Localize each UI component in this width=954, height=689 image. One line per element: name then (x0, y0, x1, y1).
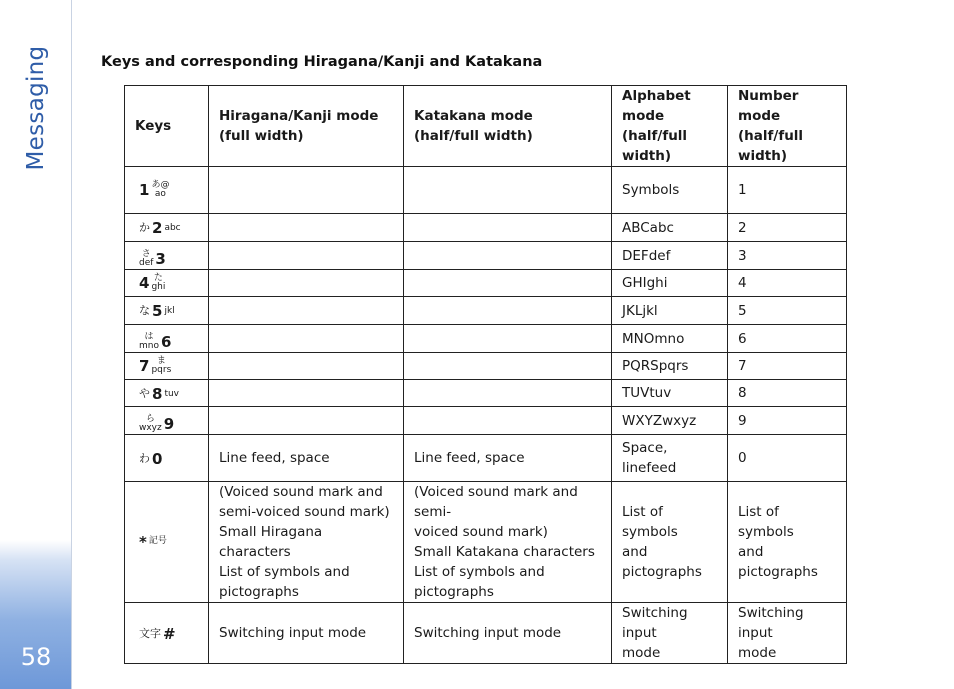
key-sub: pqrs (151, 364, 172, 375)
alphabet-cell: Space, linefeed (612, 435, 728, 482)
key-extra: ao (154, 188, 166, 199)
table-header-row (125, 86, 847, 167)
key-sub: ghi (151, 281, 166, 292)
katakana-cell (404, 297, 612, 325)
sidebar-divider (71, 0, 72, 689)
key-kana: か (139, 221, 150, 234)
alphabet-cell: MNOmno (612, 325, 728, 353)
key-letters (151, 181, 169, 199)
section-label: Messaging (23, 45, 49, 171)
alphabet-cell: JKLjkl (612, 297, 728, 325)
key-digit: 0 (152, 449, 163, 468)
number-cell: 8 (728, 380, 847, 407)
number-cell: 6 (728, 325, 847, 353)
key-star-icon (139, 532, 167, 552)
key-digit: 8 (152, 384, 163, 403)
key-cell (125, 353, 209, 380)
number-cell (728, 603, 847, 664)
alphabet-cell: DEFdef (612, 242, 728, 270)
table-row (125, 214, 847, 242)
key-letters (149, 537, 167, 546)
number-line: Switching input (738, 605, 804, 641)
alphabet-cell: GHIghi (612, 270, 728, 297)
key-digit: 6 (160, 333, 172, 351)
key-letters (151, 357, 171, 375)
number-cell: 5 (728, 297, 847, 325)
key-3-icon (139, 249, 166, 269)
key-digit: 9 (163, 415, 175, 433)
hiragana-cell (209, 270, 404, 297)
header-hiragana-text: Hiragana/Kanji mode (full width) (219, 108, 379, 144)
key-kana: さ (141, 249, 151, 259)
header-alphabet (612, 86, 728, 167)
table-row (125, 407, 847, 435)
key-7-icon (139, 356, 171, 376)
katakana-cell (404, 167, 612, 214)
key-sub: jkl (164, 306, 175, 316)
table-row (125, 325, 847, 353)
katakana-cell: Switching input mode (404, 603, 612, 664)
hiragana-line: Small Hiragana characters (219, 524, 323, 560)
hiragana-cell (209, 297, 404, 325)
key-sub: def (139, 258, 154, 268)
key-8-icon (139, 384, 179, 404)
katakana-cell (404, 353, 612, 380)
key-kana: あ@ (151, 179, 170, 190)
key-kana: 文字 (139, 626, 161, 640)
hiragana-cell (209, 242, 404, 270)
alphabet-cell: Symbols (612, 167, 728, 214)
key-sub: mno (139, 341, 159, 351)
hiragana-cell: Line feed, space (209, 435, 404, 482)
key-digit: 4 (139, 273, 150, 292)
key-cell (125, 270, 209, 297)
header-number-text: Number mode (half/full width) (738, 88, 804, 164)
hiragana-line: pictographs (219, 584, 299, 600)
key-sub: abc (164, 223, 181, 233)
number-cell: 1 (728, 167, 847, 214)
key-2-icon (139, 218, 181, 238)
hiragana-line: (Voiced sound mark and (219, 484, 383, 500)
number-cell: 7 (728, 353, 847, 380)
key-cell (125, 603, 209, 664)
page-number: 58 (20, 643, 52, 671)
key-digit: 2 (152, 219, 163, 237)
number-cell (728, 482, 847, 603)
katakana-cell (404, 407, 612, 435)
table-row (125, 603, 847, 664)
number-cell: 9 (728, 407, 847, 435)
alphabet-cell (612, 482, 728, 603)
key-kana: わ (139, 451, 150, 465)
number-line: mode (738, 645, 777, 661)
key-kana: は (144, 332, 154, 342)
number-cell: 3 (728, 242, 847, 270)
key-1-icon (139, 180, 169, 200)
table-row (125, 242, 847, 270)
katakana-cell (404, 482, 612, 603)
key-cell (125, 167, 209, 214)
hiragana-line: semi-voiced sound mark) (219, 504, 390, 520)
key-letters (139, 415, 162, 433)
number-cell: 2 (728, 214, 847, 242)
table-row (125, 353, 847, 380)
katakana-cell (404, 214, 612, 242)
alphabet-cell: ABCabc (612, 214, 728, 242)
alphabet-cell: PQRSpqrs (612, 353, 728, 380)
keys-table (124, 85, 847, 664)
header-alphabet-text: Alphabet mode (half/full width) (622, 88, 691, 164)
key-cell (125, 407, 209, 435)
hiragana-line: List of symbols and (219, 564, 350, 580)
key-cell (125, 242, 209, 270)
hiragana-cell (209, 482, 404, 603)
key-digit: 5 (152, 302, 163, 320)
alphabet-cell (612, 603, 728, 664)
alphabet-cell: TUVtuv (612, 380, 728, 407)
hiragana-cell (209, 407, 404, 435)
alphabet-line: List of symbols (622, 504, 678, 540)
key-cell (125, 435, 209, 482)
hiragana-cell: Switching input mode (209, 603, 404, 664)
key-kana: ま (156, 355, 166, 366)
key-6-icon (139, 332, 171, 352)
table-body (125, 167, 847, 664)
katakana-cell (404, 380, 612, 407)
key-digit: 7 (139, 356, 150, 375)
katakana-line: voiced sound mark) (414, 524, 548, 540)
header-number (728, 86, 847, 167)
katakana-line: (Voiced sound mark and semi- (414, 484, 578, 520)
key-cell (125, 325, 209, 353)
table-row (125, 482, 847, 603)
key-sub: tuv (164, 388, 179, 399)
number-line: List of symbols (738, 504, 794, 540)
key-5-icon (139, 301, 175, 321)
key-cell (125, 297, 209, 325)
number-line: and pictographs (738, 544, 818, 580)
katakana-line: pictographs (414, 584, 494, 600)
table-row (125, 297, 847, 325)
key-0-icon (139, 449, 162, 469)
table-row (125, 270, 847, 297)
katakana-cell (404, 270, 612, 297)
key-letters (139, 333, 159, 351)
number-cell: 0 (728, 435, 847, 482)
key-digit: 3 (155, 250, 166, 268)
key-9-icon (139, 414, 174, 434)
page-title: Keys and corresponding Hiragana/Kanji and Katakana (101, 54, 543, 70)
alphabet-line: and pictographs (622, 544, 702, 580)
katakana-cell (404, 242, 612, 270)
key-kana: た (153, 272, 163, 283)
key-cell (125, 482, 209, 603)
key-sub: wxyz (139, 423, 162, 433)
key-kana: 記号 (148, 536, 167, 546)
katakana-cell: Line feed, space (404, 435, 612, 482)
header-keys: Keys (125, 86, 209, 167)
table-row (125, 435, 847, 482)
key-cell (125, 380, 209, 407)
key-hash-icon (139, 624, 176, 644)
hiragana-cell (209, 353, 404, 380)
hiragana-cell (209, 167, 404, 214)
table-row (125, 380, 847, 407)
katakana-cell (404, 325, 612, 353)
header-katakana-text: Katakana mode (half/full width) (414, 108, 533, 144)
key-4-icon (139, 273, 165, 293)
table-row (125, 167, 847, 214)
key-letters (139, 250, 153, 268)
key-letters (151, 274, 165, 292)
number-cell: 4 (728, 270, 847, 297)
hiragana-cell (209, 214, 404, 242)
alphabet-line: Switching input (622, 605, 688, 641)
key-kana: な (139, 304, 150, 317)
key-digit: * (139, 532, 147, 551)
hiragana-cell (209, 325, 404, 353)
hiragana-cell (209, 380, 404, 407)
key-kana: や (139, 386, 150, 400)
alphabet-line: mode (622, 645, 661, 661)
alphabet-cell: WXYZwxyz (612, 407, 728, 435)
key-digit: 1 (139, 180, 150, 199)
katakana-line: List of symbols and (414, 564, 545, 580)
katakana-line: Small Katakana characters (414, 544, 595, 560)
key-kana: ら (145, 414, 155, 424)
header-katakana (404, 86, 612, 167)
key-digit: # (163, 624, 176, 643)
key-cell (125, 214, 209, 242)
header-hiragana (209, 86, 404, 167)
